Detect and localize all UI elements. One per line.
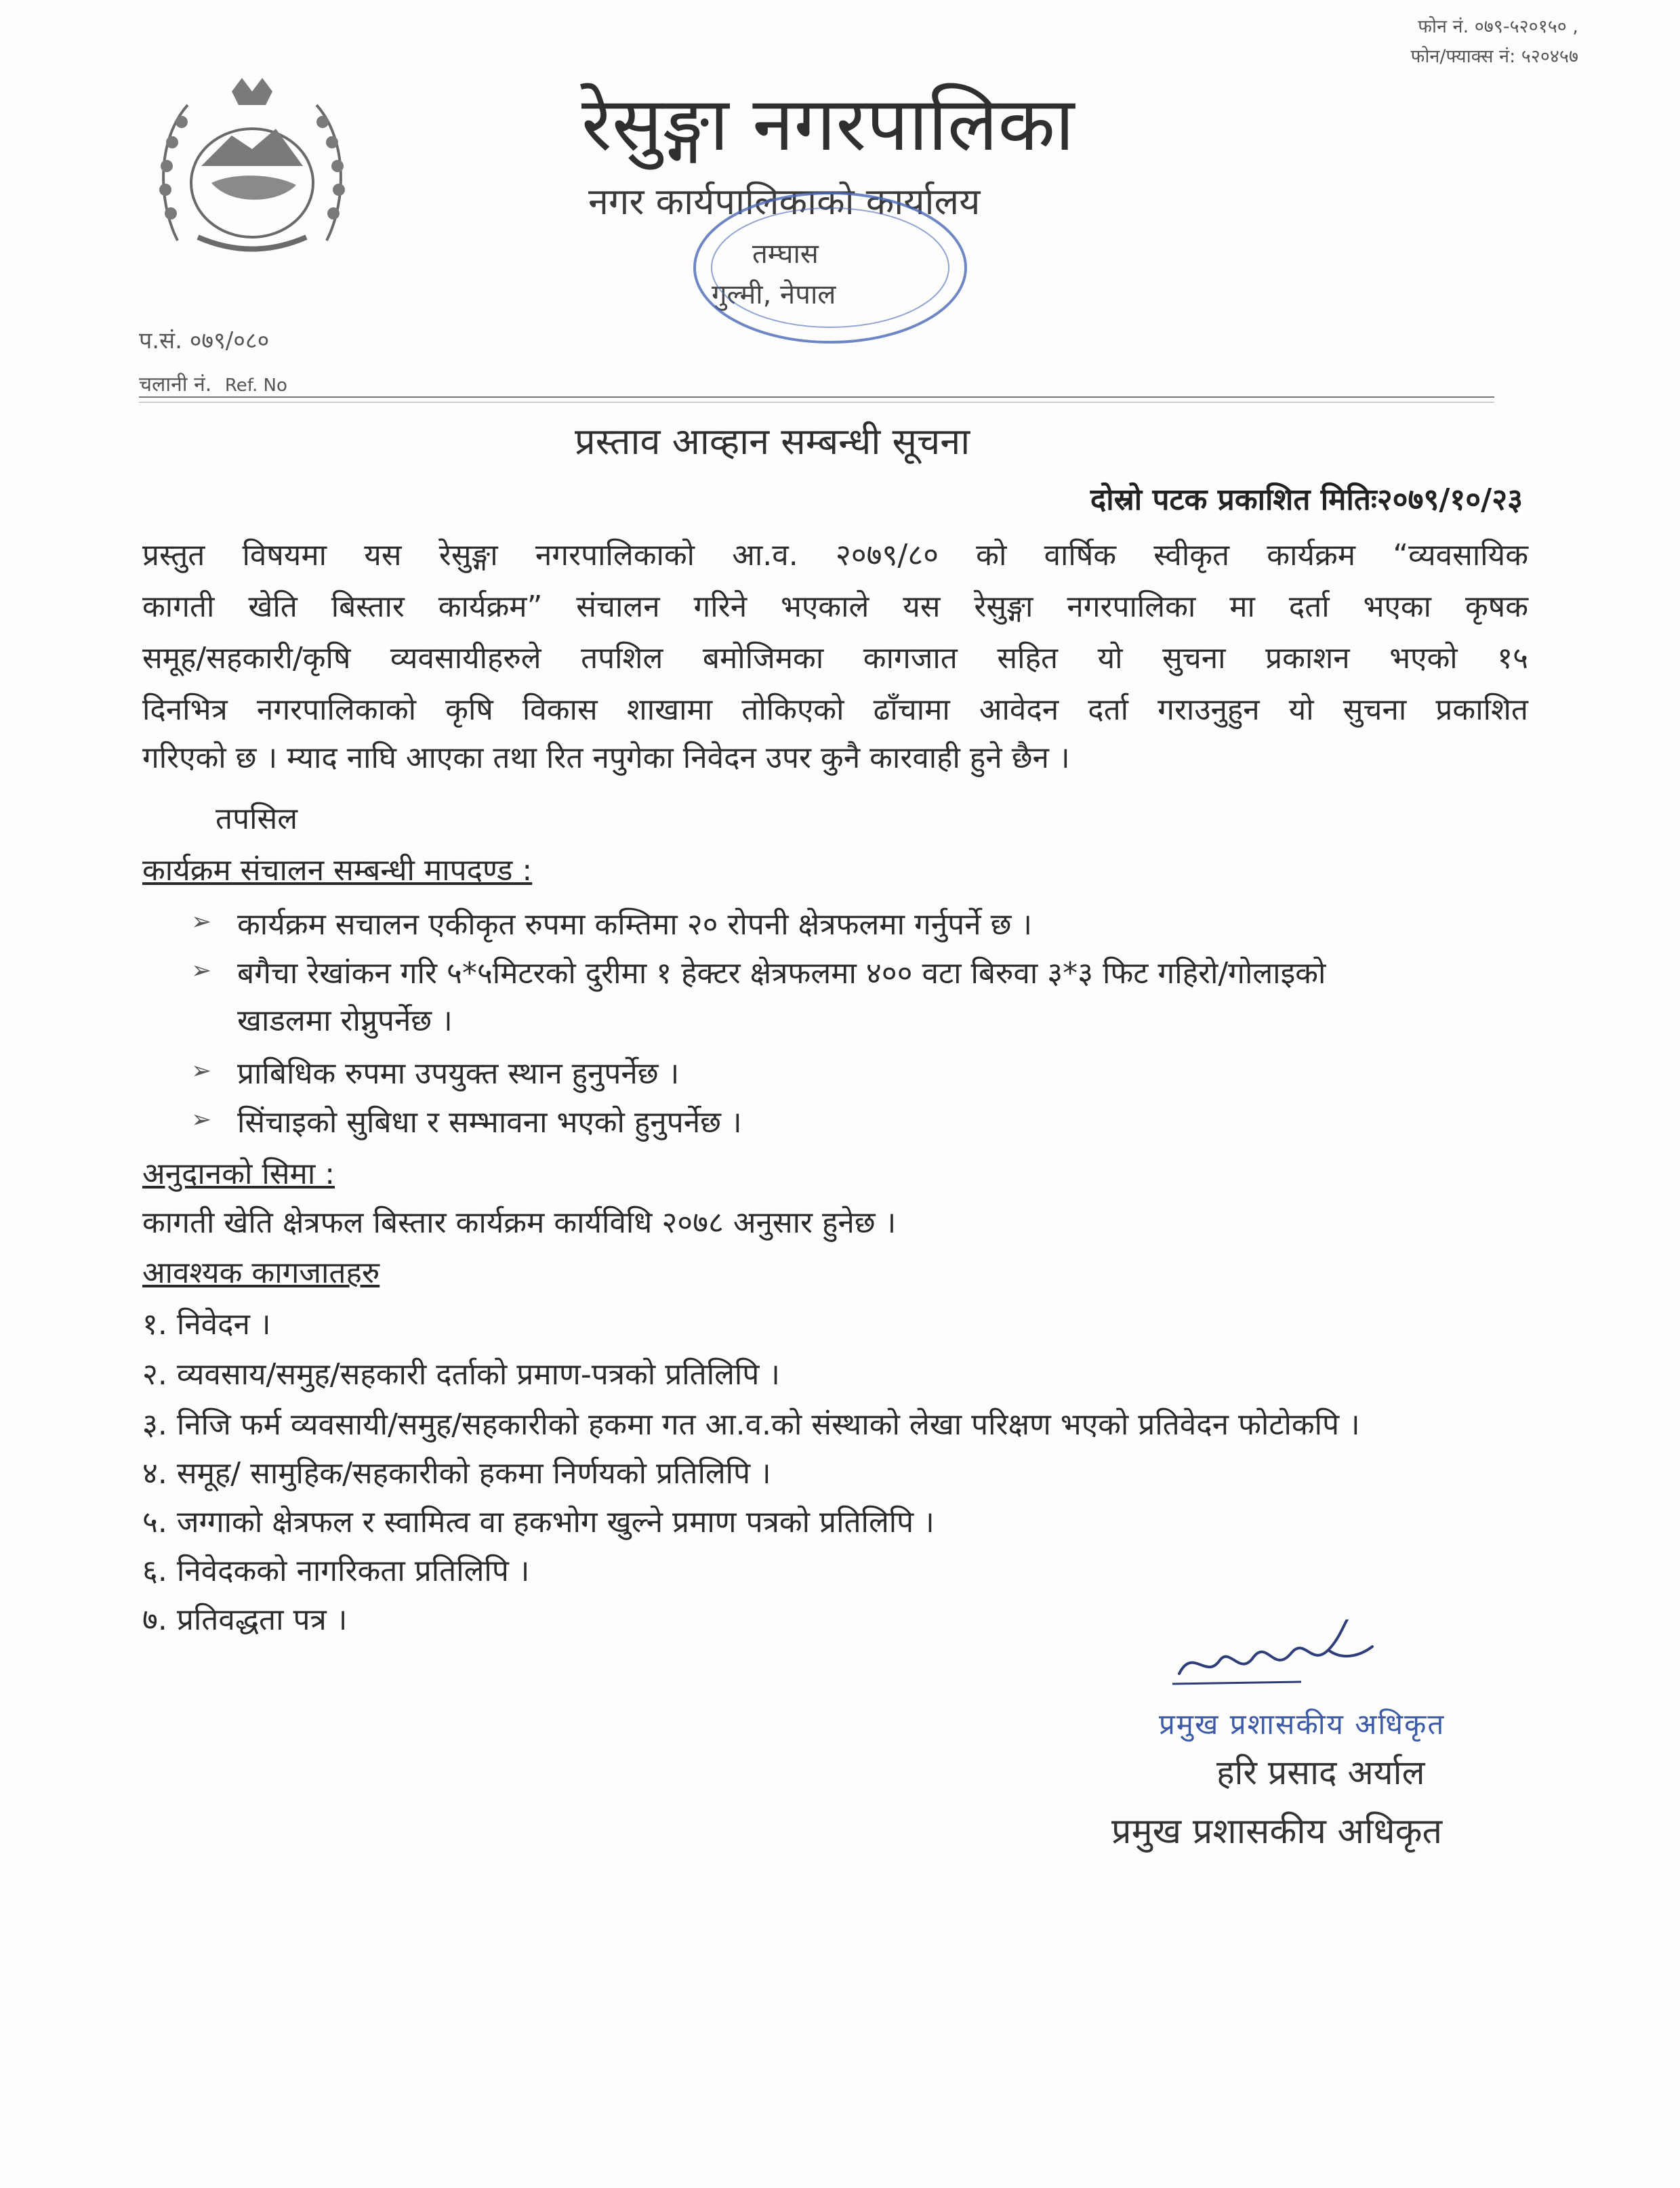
criteria-item-continued: खाडलमा रोप्नुपर्नेछ । <box>237 1004 453 1038</box>
body-line: कागती खेति बिस्तार कार्यक्रम” संचालन गरिने भएकाले यस रेसुङ्गा नगरपालिका मा दर्ता भएका कृषक <box>142 590 1528 624</box>
body-line: प्रस्तुत विषयमा यस रेसुङ्गा नगरपालिकाको आ.व. २०७९/८० को वार्षिक स्वीकृत कार्यक्रम “व्यवसायिक <box>142 538 1528 573</box>
document-item: ५. जग्गाको क्षेत्रफल र स्वामित्व वा हकभोग खुल्ने प्रमाण पत्रको प्रतिलिपि । <box>142 1505 935 1540</box>
document-item: २. व्यवसाय/समुह/सहकारी दर्ताको प्रमाण-पत्रको प्रतिलिपि । <box>142 1357 780 1392</box>
criteria-item: बगैचा रेखांकन गरि ५*५मिटरको दुरीमा १ हेक्टर क्षेत्रफलमा ४०० वटा बिरुवा ३*३ फिट गहिरो/गोलाइको <box>237 956 1326 991</box>
document-item: ६. निवेदकको नागरिकता प्रतिलिपि । <box>142 1554 530 1588</box>
bullet-arrow-icon: ➢ <box>191 957 212 985</box>
header-divider <box>139 396 1494 398</box>
body-line: दिनभित्र नगरपालिकाको कृषि विकास शाखामा तोकिएको ढाँचामा आवेदन दर्ता गराउनुहुन यो सुचना प्रकाशित <box>142 693 1528 727</box>
office-address: गुल्मी, नेपाल <box>712 279 836 310</box>
grant-text: कागती खेति क्षेत्रफल बिस्तार कार्यक्रम कार्यविधि २०७८ अनुसार हुनेछ । <box>142 1205 897 1240</box>
fiscal-year-ref: प.सं. ०७९/०८० <box>139 327 270 354</box>
contact-info <box>1411 12 1578 72</box>
dispatch-label: चलानी नं. <box>139 373 212 396</box>
criteria-heading: कार्यक्रम संचालन सम्बन्धी मापदण्ड : <box>142 853 533 888</box>
signatory-title: प्रमुख प्रशासकीय अधिकृत <box>1111 1811 1443 1852</box>
document-item: १. निवेदन । <box>142 1307 271 1342</box>
signature-stamp: प्रमुख प्रशासकीय अधिकृत <box>1159 1708 1446 1741</box>
ref-no-label: Ref. No <box>224 375 287 396</box>
signatory-name: हरि प्रसाद अर्याल <box>1216 1753 1425 1792</box>
criteria-item: कार्यक्रम सचालन एकीकृत रुपमा कम्तिमा २० रोपनी क्षेत्रफलमा गर्नुपर्ने छ । <box>237 907 1033 942</box>
notice-body <box>142 530 1528 736</box>
criteria-item: प्राबिधिक रुपमा उपयुक्त स्थान हुनुपर्नेछ । <box>237 1056 680 1091</box>
bullet-arrow-icon: ➢ <box>191 1106 212 1134</box>
office-place: तम्घास <box>752 239 819 270</box>
fax-number: फोन/फ्याक्स नं: ५२०४५७ <box>1410 46 1578 67</box>
grant-heading: अनुदानको सिमा : <box>142 1157 335 1191</box>
tapasil-label: तपसिल <box>216 802 298 836</box>
criteria-item: सिंचाइको सुबिधा र सम्भावना भएको हुनुपर्नेछ । <box>237 1105 742 1140</box>
body-line: समूह/सहकारी/कृषि व्यवसायीहरुले तपशिल बमोजिमका कागजात सहित यो सुचना प्रकाशन भएको १५ <box>142 641 1528 676</box>
bullet-arrow-icon: ➢ <box>191 1057 212 1085</box>
body-line-last: गरिएको छ । म्याद नाघि आएका तथा रित नपुगेका निवेदन उपर कुनै कारवाही हुने छैन । <box>142 741 1070 775</box>
office-stamp-icon <box>674 183 986 352</box>
documents-heading: आवश्यक कागजातहरु <box>142 1256 380 1290</box>
document-item: ३. निजि फर्म व्यवसायी/समुह/सहकारीको हकमा गत आ.व.को संस्थाको लेखा परिक्षण भएको प्रतिवेदन फोटोकपि । <box>142 1407 1360 1442</box>
phone-number: फोन नं. ०७९-५२०१५० , <box>1418 16 1578 37</box>
handwritten-signature-icon <box>1166 1619 1382 1694</box>
dispatch-ref <box>139 369 287 397</box>
bullet-arrow-icon: ➢ <box>191 908 212 936</box>
notice-title: प्रस्ताव आव्हान सम्बन्धी सूचना <box>575 420 970 463</box>
nepal-emblem-icon <box>150 64 354 268</box>
published-date: दोस्रो पटक प्रकाशित मितिः२०७९/१०/२३ <box>1090 482 1523 517</box>
document-item: ४. समूह/ सामुहिक/सहकारीको हकमा निर्णयको प्रतिलिपि । <box>142 1456 771 1491</box>
document-item: ७. प्रतिवद्धता पत्र । <box>142 1603 348 1637</box>
municipality-name: रेसुङ्गा नगरपालिका <box>581 81 1075 167</box>
office-name: नगर कार्यपालिकाको कार्यालय <box>588 180 981 223</box>
